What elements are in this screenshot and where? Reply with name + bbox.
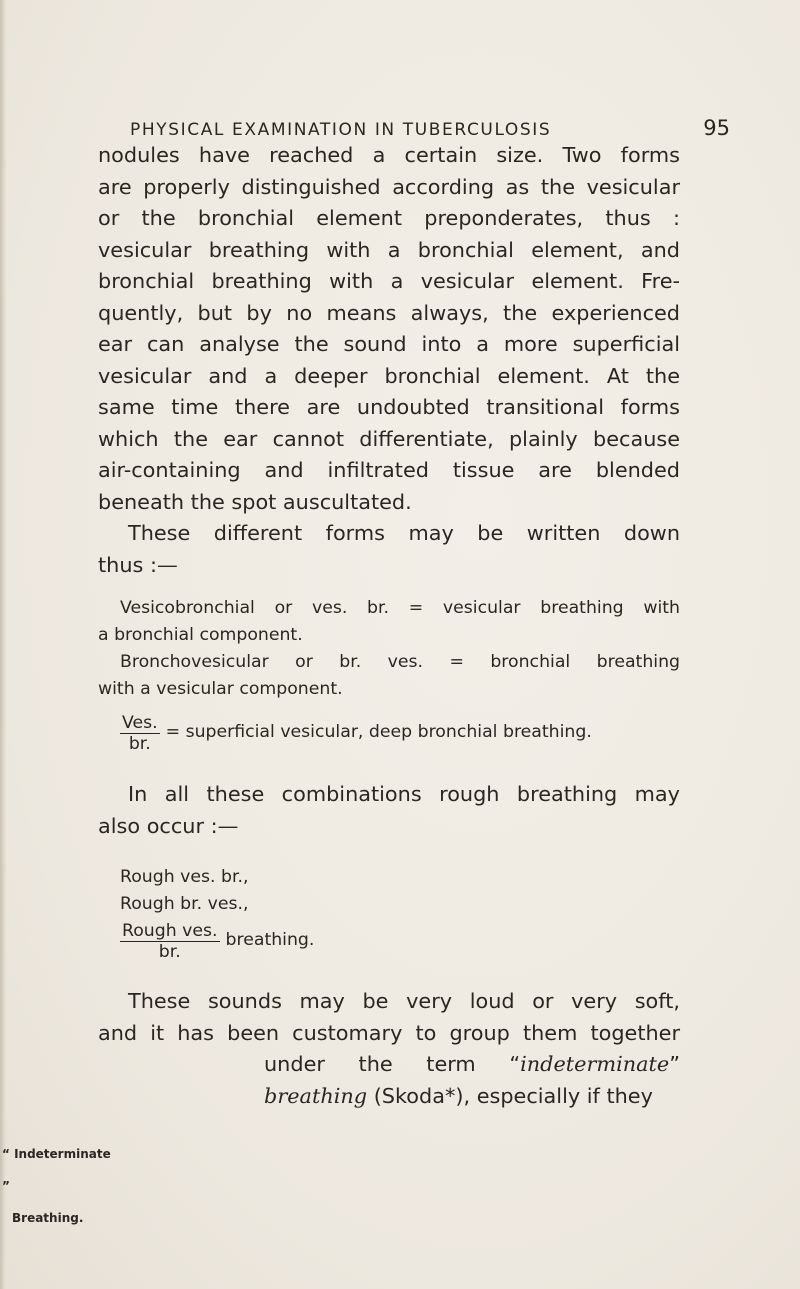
- text-line: or the bronchial element preponderates, thus :: [98, 206, 680, 230]
- text-line: thus :—: [98, 552, 178, 577]
- text-line: These different forms may be written down: [128, 521, 680, 545]
- text-span: under the term “: [264, 1052, 521, 1076]
- italic-term: breathing: [264, 1083, 368, 1108]
- text-line: [98, 1081, 680, 1113]
- page-number: 95: [703, 116, 730, 140]
- paragraph-3: [98, 986, 680, 1112]
- fraction: [120, 713, 160, 754]
- text-line: beneath the spot auscultated.: [98, 489, 412, 514]
- paragraph-1: [98, 140, 680, 581]
- text-line: vesicular and a deeper bronchial element. At the: [98, 363, 680, 388]
- fraction-definition: [98, 707, 680, 759]
- running-header: [130, 116, 730, 140]
- text-span: ”: [669, 1052, 680, 1076]
- text-line: and it has been customary to group them together: [98, 1020, 680, 1045]
- page-edge-shadow: [0, 0, 6, 1289]
- definition-line: Bronchovesicular or br. ves. = bronchial breathing: [120, 652, 680, 672]
- text-line: air-containing and infiltrated tissue are blended: [98, 458, 680, 482]
- fraction-text: = superficial vesicular, deep bronchial breathing.: [165, 722, 592, 743]
- text-span: (Skoda*), especially if they: [367, 1083, 653, 1108]
- list-item: Rough br. ves.,: [120, 894, 249, 914]
- definition-line: a bronchial component.: [98, 625, 303, 645]
- paragraph-2: [98, 779, 680, 842]
- fraction-numerator: Rough ves.: [122, 920, 218, 941]
- text-line: These sounds may be very loud or very soft,: [128, 989, 680, 1013]
- text-line: In all these combinations rough breathing may: [128, 782, 680, 806]
- margin-note-line: Breathing.: [12, 1211, 84, 1225]
- fraction-numerator: Ves.: [122, 712, 158, 733]
- text-line: vesicular breathing with a bronchial element, and: [98, 237, 680, 262]
- running-title: PHYSICAL EXAMINATION IN TUBERCULOSIS: [130, 120, 552, 140]
- text-line: [98, 1049, 680, 1081]
- text-line: same time there are undoubted transitional forms: [98, 395, 680, 419]
- definitions-block: [98, 595, 680, 703]
- text-line: ear can analyse the sound into a more superficial: [98, 332, 680, 356]
- definition-line: Vesicobronchial or ves. br. = vesicular breathing with: [120, 598, 680, 618]
- margin-note-line: “ Indeterminate ”: [2, 1147, 111, 1193]
- text-line: also occur :—: [98, 813, 239, 838]
- fraction-denominator: br.: [128, 733, 151, 754]
- text-line: which the ear cannot differentiate, plainly because: [98, 426, 680, 451]
- italic-term: indeterminate: [520, 1052, 670, 1076]
- fraction-text: breathing.: [225, 930, 315, 951]
- rough-list: [98, 864, 680, 918]
- list-item: Rough ves. br.,: [120, 867, 249, 887]
- margin-note: [2, 1138, 122, 1234]
- fraction-denominator: br.: [158, 941, 181, 962]
- fraction: [120, 921, 220, 962]
- text-line: are properly distinguished according as the vesicular: [98, 174, 680, 199]
- definition-line: with a vesicular component.: [98, 679, 343, 699]
- text-line: quently, but by no means always, the experienced: [98, 300, 680, 325]
- rough-fraction: [98, 918, 680, 964]
- main-text: [98, 140, 680, 1112]
- text-line: nodules have reached a certain size. Two forms: [98, 143, 680, 167]
- text-line: bronchial breathing with a vesicular element. Fre-: [98, 269, 680, 293]
